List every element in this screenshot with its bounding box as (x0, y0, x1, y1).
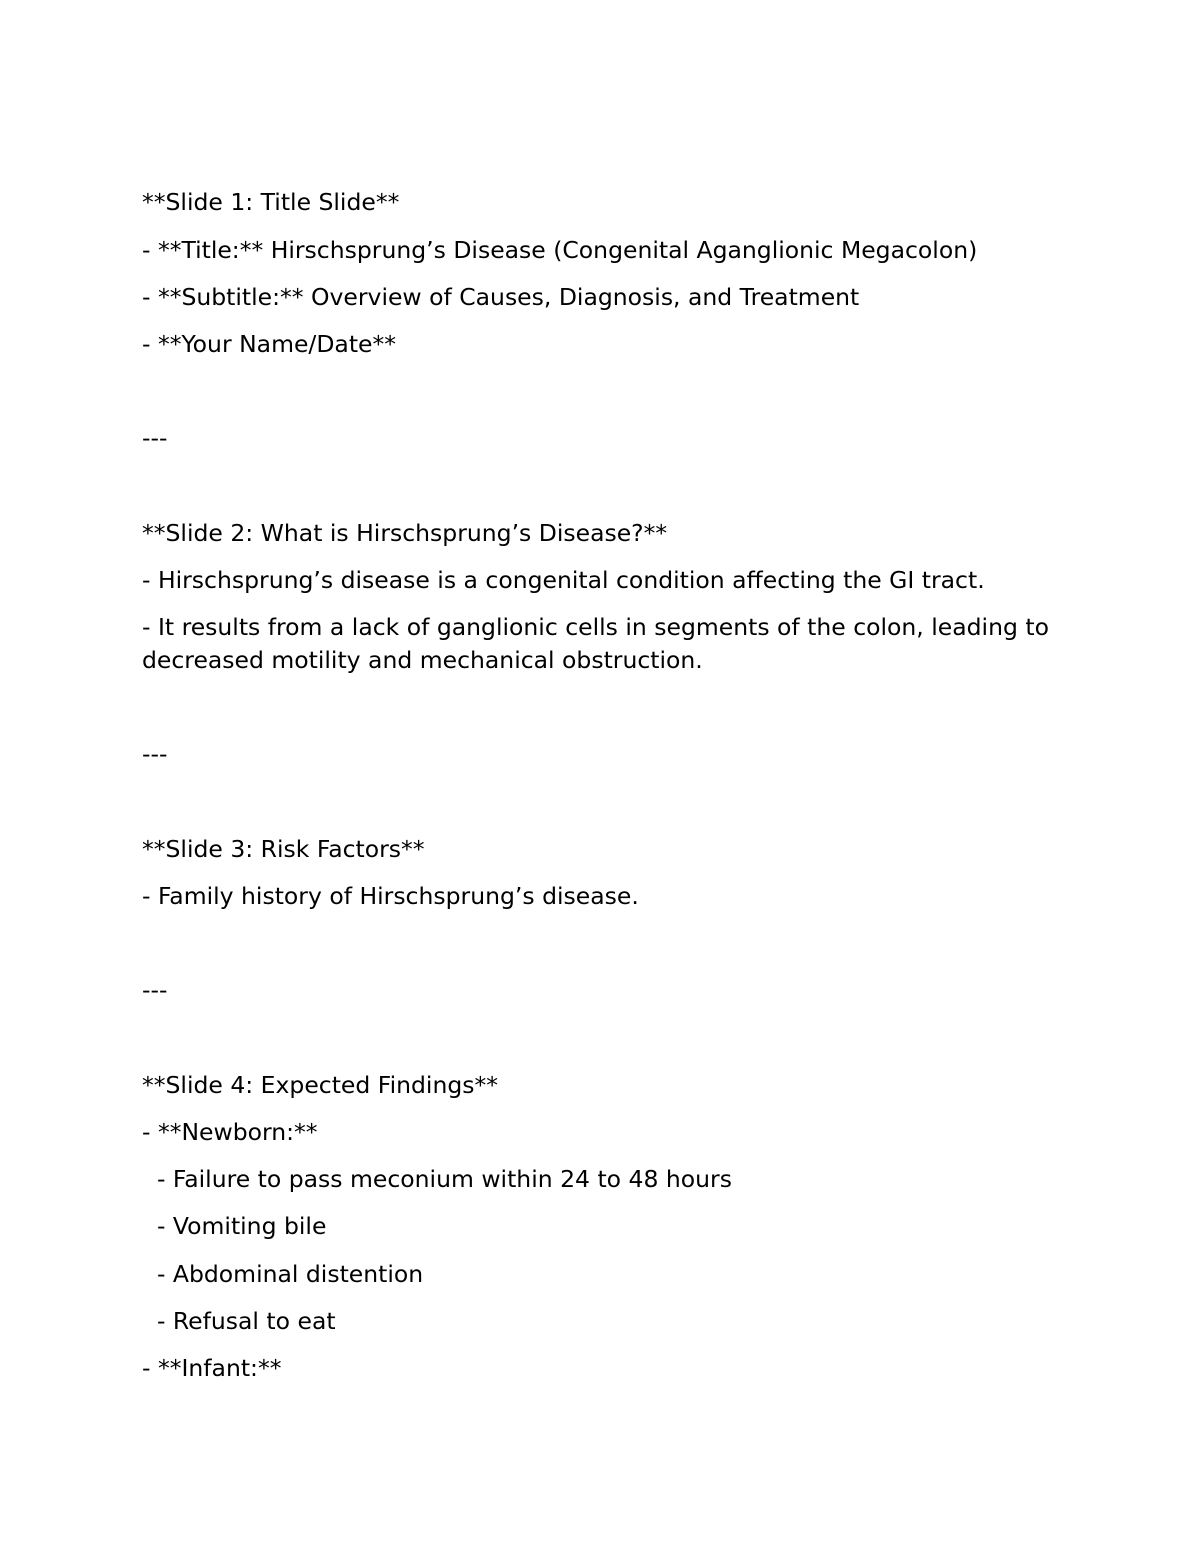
slide-1-name-date-item: - **Your Name/Date** (142, 330, 397, 358)
slide-2-bullet-2-line-2: decreased motility and mechanical obstruction. (142, 646, 703, 674)
slide-4-newborn-subitem: - Abdominal distention (142, 1260, 424, 1288)
section-divider: --- (142, 424, 168, 452)
slide-2-bullet-1: - Hirschsprung’s disease is a congenital condition affecting the GI tract. (142, 566, 985, 594)
slide-4-heading: **Slide 4: Expected Findings** (142, 1071, 498, 1099)
slide-1-heading: **Slide 1: Title Slide** (142, 188, 400, 216)
slide-4-infant-item: - **Infant:** (142, 1354, 282, 1382)
section-divider: --- (142, 740, 168, 768)
slide-2-bullet-2-line-1: - It results from a lack of ganglionic cells in segments of the colon, leading to (142, 613, 1049, 641)
slide-3-bullet-1: - Family history of Hirschsprung’s disease. (142, 882, 639, 910)
slide-2-heading: **Slide 2: What is Hirschsprung’s Disease?** (142, 519, 668, 547)
slide-1-subtitle-item: - **Subtitle:** Overview of Causes, Diagnosis, and Treatment (142, 283, 860, 311)
slide-4-newborn-item: - **Newborn:** (142, 1118, 318, 1146)
slide-3-heading: **Slide 3: Risk Factors** (142, 835, 425, 863)
slide-4-newborn-subitem: - Vomiting bile (142, 1212, 327, 1240)
slide-4-newborn-subitem: - Refusal to eat (142, 1307, 336, 1335)
section-divider: --- (142, 976, 168, 1004)
slide-4-newborn-subitem: - Failure to pass meconium within 24 to 48 hours (142, 1165, 732, 1193)
slide-1-title-item: - **Title:** Hirschsprung’s Disease (Congenital Aganglionic Megacolon) (142, 236, 978, 264)
